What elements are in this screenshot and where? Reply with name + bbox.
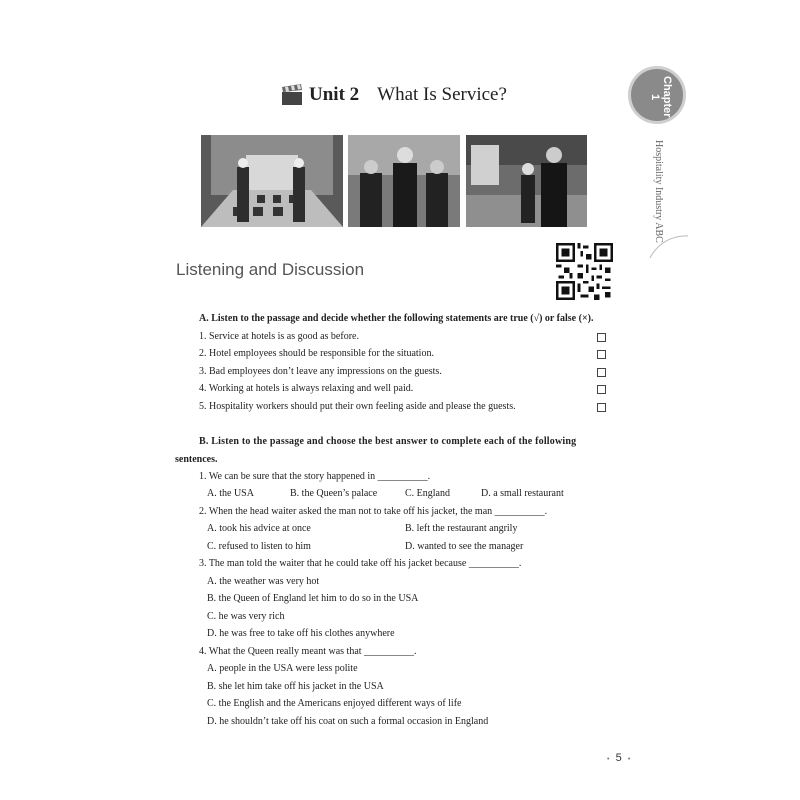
- statement-5: 5. Hospitality workers should put their own feeling aside and please the guests.: [199, 401, 516, 412]
- q4-option-d: D. he shouldn’t take off his coat on such a formal occasion in England: [207, 716, 489, 727]
- hotel-staff-group-photo: [348, 135, 460, 227]
- q4-option-b: B. she let him take off his jacket in the USA: [207, 681, 384, 692]
- statement-1: 1. Service at hotels is as good as before.: [199, 331, 359, 342]
- q4-option-a: A. people in the USA were less polite: [207, 663, 358, 674]
- q3-option-b: B. the Queen of England let him to do so in the USA: [207, 593, 419, 604]
- part-a-instruction: A. Listen to the passage and decide whether the following statements are true (√) or false (×).: [199, 313, 594, 324]
- q4-option-c: C. the English and the Americans enjoyed different ways of life: [207, 698, 462, 709]
- question-2: 2. When the head waiter asked the man not to take off his jacket, the man __________.: [199, 506, 548, 517]
- answer-checkbox-3[interactable]: [597, 368, 606, 377]
- question-4: 4. What the Queen really meant was that __________.: [199, 646, 417, 657]
- chapter-label: Chapter 1: [649, 76, 673, 118]
- q2-option-a: A. took his advice at once: [207, 523, 311, 534]
- q1-option-c: C. England: [405, 488, 450, 499]
- front-desk-photo: [466, 135, 587, 227]
- part-b-instruction-cont: sentences.: [175, 454, 218, 465]
- q1-option-d: D. a small restaurant: [481, 488, 564, 499]
- chapter-subtitle: Hospitality Industry ABC: [653, 140, 664, 243]
- answer-checkbox-4[interactable]: [597, 385, 606, 394]
- part-b-instruction: B. Listen to the passage and choose the best answer to complete each of the following: [199, 436, 577, 447]
- q3-option-a: A. the weather was very hot: [207, 576, 320, 587]
- page-number-value: 5: [615, 752, 622, 764]
- answer-checkbox-2[interactable]: [597, 350, 606, 359]
- q3-option-c: C. he was very rich: [207, 611, 285, 622]
- clapperboard-icon: [281, 84, 303, 106]
- q2-option-b: B. left the restaurant angrily: [405, 523, 518, 534]
- section-title: Listening and Discussion: [176, 260, 365, 279]
- statement-4: 4. Working at hotels is always relaxing and well paid.: [199, 383, 414, 394]
- q1-option-a: A. the USA: [207, 488, 254, 499]
- qr-code-icon: [556, 243, 613, 300]
- hotel-lobby-photo: [201, 135, 343, 227]
- unit-label: Unit 2: [309, 84, 360, 105]
- q2-option-c: C. refused to listen to him: [207, 541, 311, 552]
- page-number: • 5 •: [607, 752, 631, 764]
- q1-option-b: B. the Queen’s palace: [290, 488, 378, 499]
- question-3: 3. The man told the waiter that he could take off his jacket because __________.: [199, 558, 522, 569]
- q2-option-d: D. wanted to see the manager: [405, 541, 524, 552]
- statement-2: 2. Hotel employees should be responsible for the situation.: [199, 348, 434, 359]
- answer-checkbox-5[interactable]: [597, 403, 606, 412]
- decorative-arc: [640, 228, 690, 268]
- question-1: 1. We can be sure that the story happened in __________.: [199, 471, 431, 482]
- q3-option-d: D. he was free to take off his clothes anywhere: [207, 628, 395, 639]
- statement-3: 3. Bad employees don’t leave any impressions on the guests.: [199, 366, 442, 377]
- unit-heading: [281, 84, 507, 106]
- answer-checkbox-1[interactable]: [597, 333, 606, 342]
- unit-title: What Is Service?: [377, 84, 507, 105]
